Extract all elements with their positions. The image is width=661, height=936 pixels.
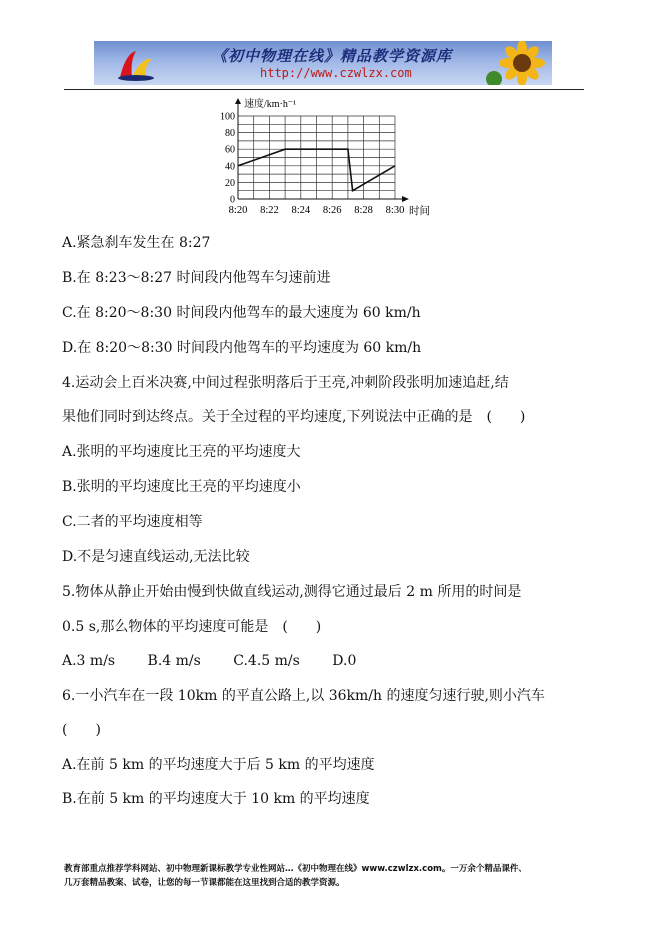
opt-3d: D.在 8:20～8:30 时间段内他驾车的平均速度为 60 km/h [62,340,422,356]
x-tick-label: 8:26 [322,205,342,216]
y-tick-label: 40 [225,161,235,173]
x-tick-label: 8:20 [228,205,248,216]
opt-3a: A.紧急刹车发生在 8:27 [62,235,211,251]
opt-6a: A.在前 5 km 的平均速度大于后 5 km 的平均速度 [62,757,375,773]
q4-line2: 果他们同时到达终点。关于全过程的平均速度,下列说法中正确的是 ( ) [62,409,526,425]
q5-line2: 0.5 s,那么物体的平均速度可能是 ( ) [62,619,322,635]
site-logo-icon [116,47,156,81]
y-tick-label: 20 [225,177,235,189]
opt-5: A.3 m/s B.4 m/s C.4.5 m/s D.0 [62,653,357,669]
opt-4d: D.不是匀速直线运动,无法比较 [62,549,250,565]
x-tick-label: 8:30 [385,205,405,216]
y-tick-label: 80 [225,128,235,140]
page-footer [64,862,604,890]
sunflower-icon [486,41,548,85]
y-tick-label: 0 [230,194,235,206]
y-axis-label: 速度/km·h⁻¹ [244,99,297,110]
q6-line1: 6.一小汽车在一段 10km 的平直公路上,以 36km/h 的速度匀速行驶,则小汽车 [62,688,545,704]
x-tick-labels [229,205,405,216]
x-axis-arrow [402,196,409,202]
x-tick-label: 8:24 [291,205,311,216]
footer-line-1: 教育部重点推荐学科网站、初中物理新课标教学专业性网站…《初中物理在线》www.czwlzx.com。一万余个精品课件、 [64,864,527,874]
opt-4a: A.张明的平均速度比王亮的平均速度大 [62,444,301,460]
x-tick-label: 8:22 [260,205,279,216]
y-tick-label: 100 [220,111,235,123]
y-tick-labels [220,112,235,206]
site-url[interactable]: http://www.czwlzx.com [260,66,412,80]
speed-time-chart [216,94,446,220]
x-tick-label: 8:28 [354,205,373,216]
site-title: 《初中物理在线》精品教学资源库 [212,47,453,65]
y-tick-label: 60 [225,144,235,156]
header-banner [94,41,552,85]
q5-line1: 5.物体从静止开始由慢到快做直线运动,测得它通过最后 2 m 所用的时间是 [62,584,522,600]
y-axis-arrow [235,98,241,104]
opt-6b: B.在前 5 km 的平均速度大于 10 km 的平均速度 [62,791,370,807]
opt-3c: C.在 8:20～8:30 时间段内他驾车的最大速度为 60 km/h [62,305,421,321]
footer-line-2: 几万套精品教案、试卷，让您的每一节课都能在这里找到合适的教学资源。 [64,878,345,888]
opt-3b: B.在 8:23～8:27 时间段内他驾车匀速前进 [62,270,331,286]
q6-line2: ( ) [62,722,101,738]
q4-line1: 4.运动会上百米决赛,中间过程张明落后于王亮,冲刺阶段张明加速追赶,结 [62,375,509,391]
header-divider [64,89,584,90]
opt-4c: C.二者的平均速度相等 [62,514,203,530]
x-axis-label: 时间 [409,206,430,217]
opt-4b: B.张明的平均速度比王亮的平均速度小 [62,479,301,495]
